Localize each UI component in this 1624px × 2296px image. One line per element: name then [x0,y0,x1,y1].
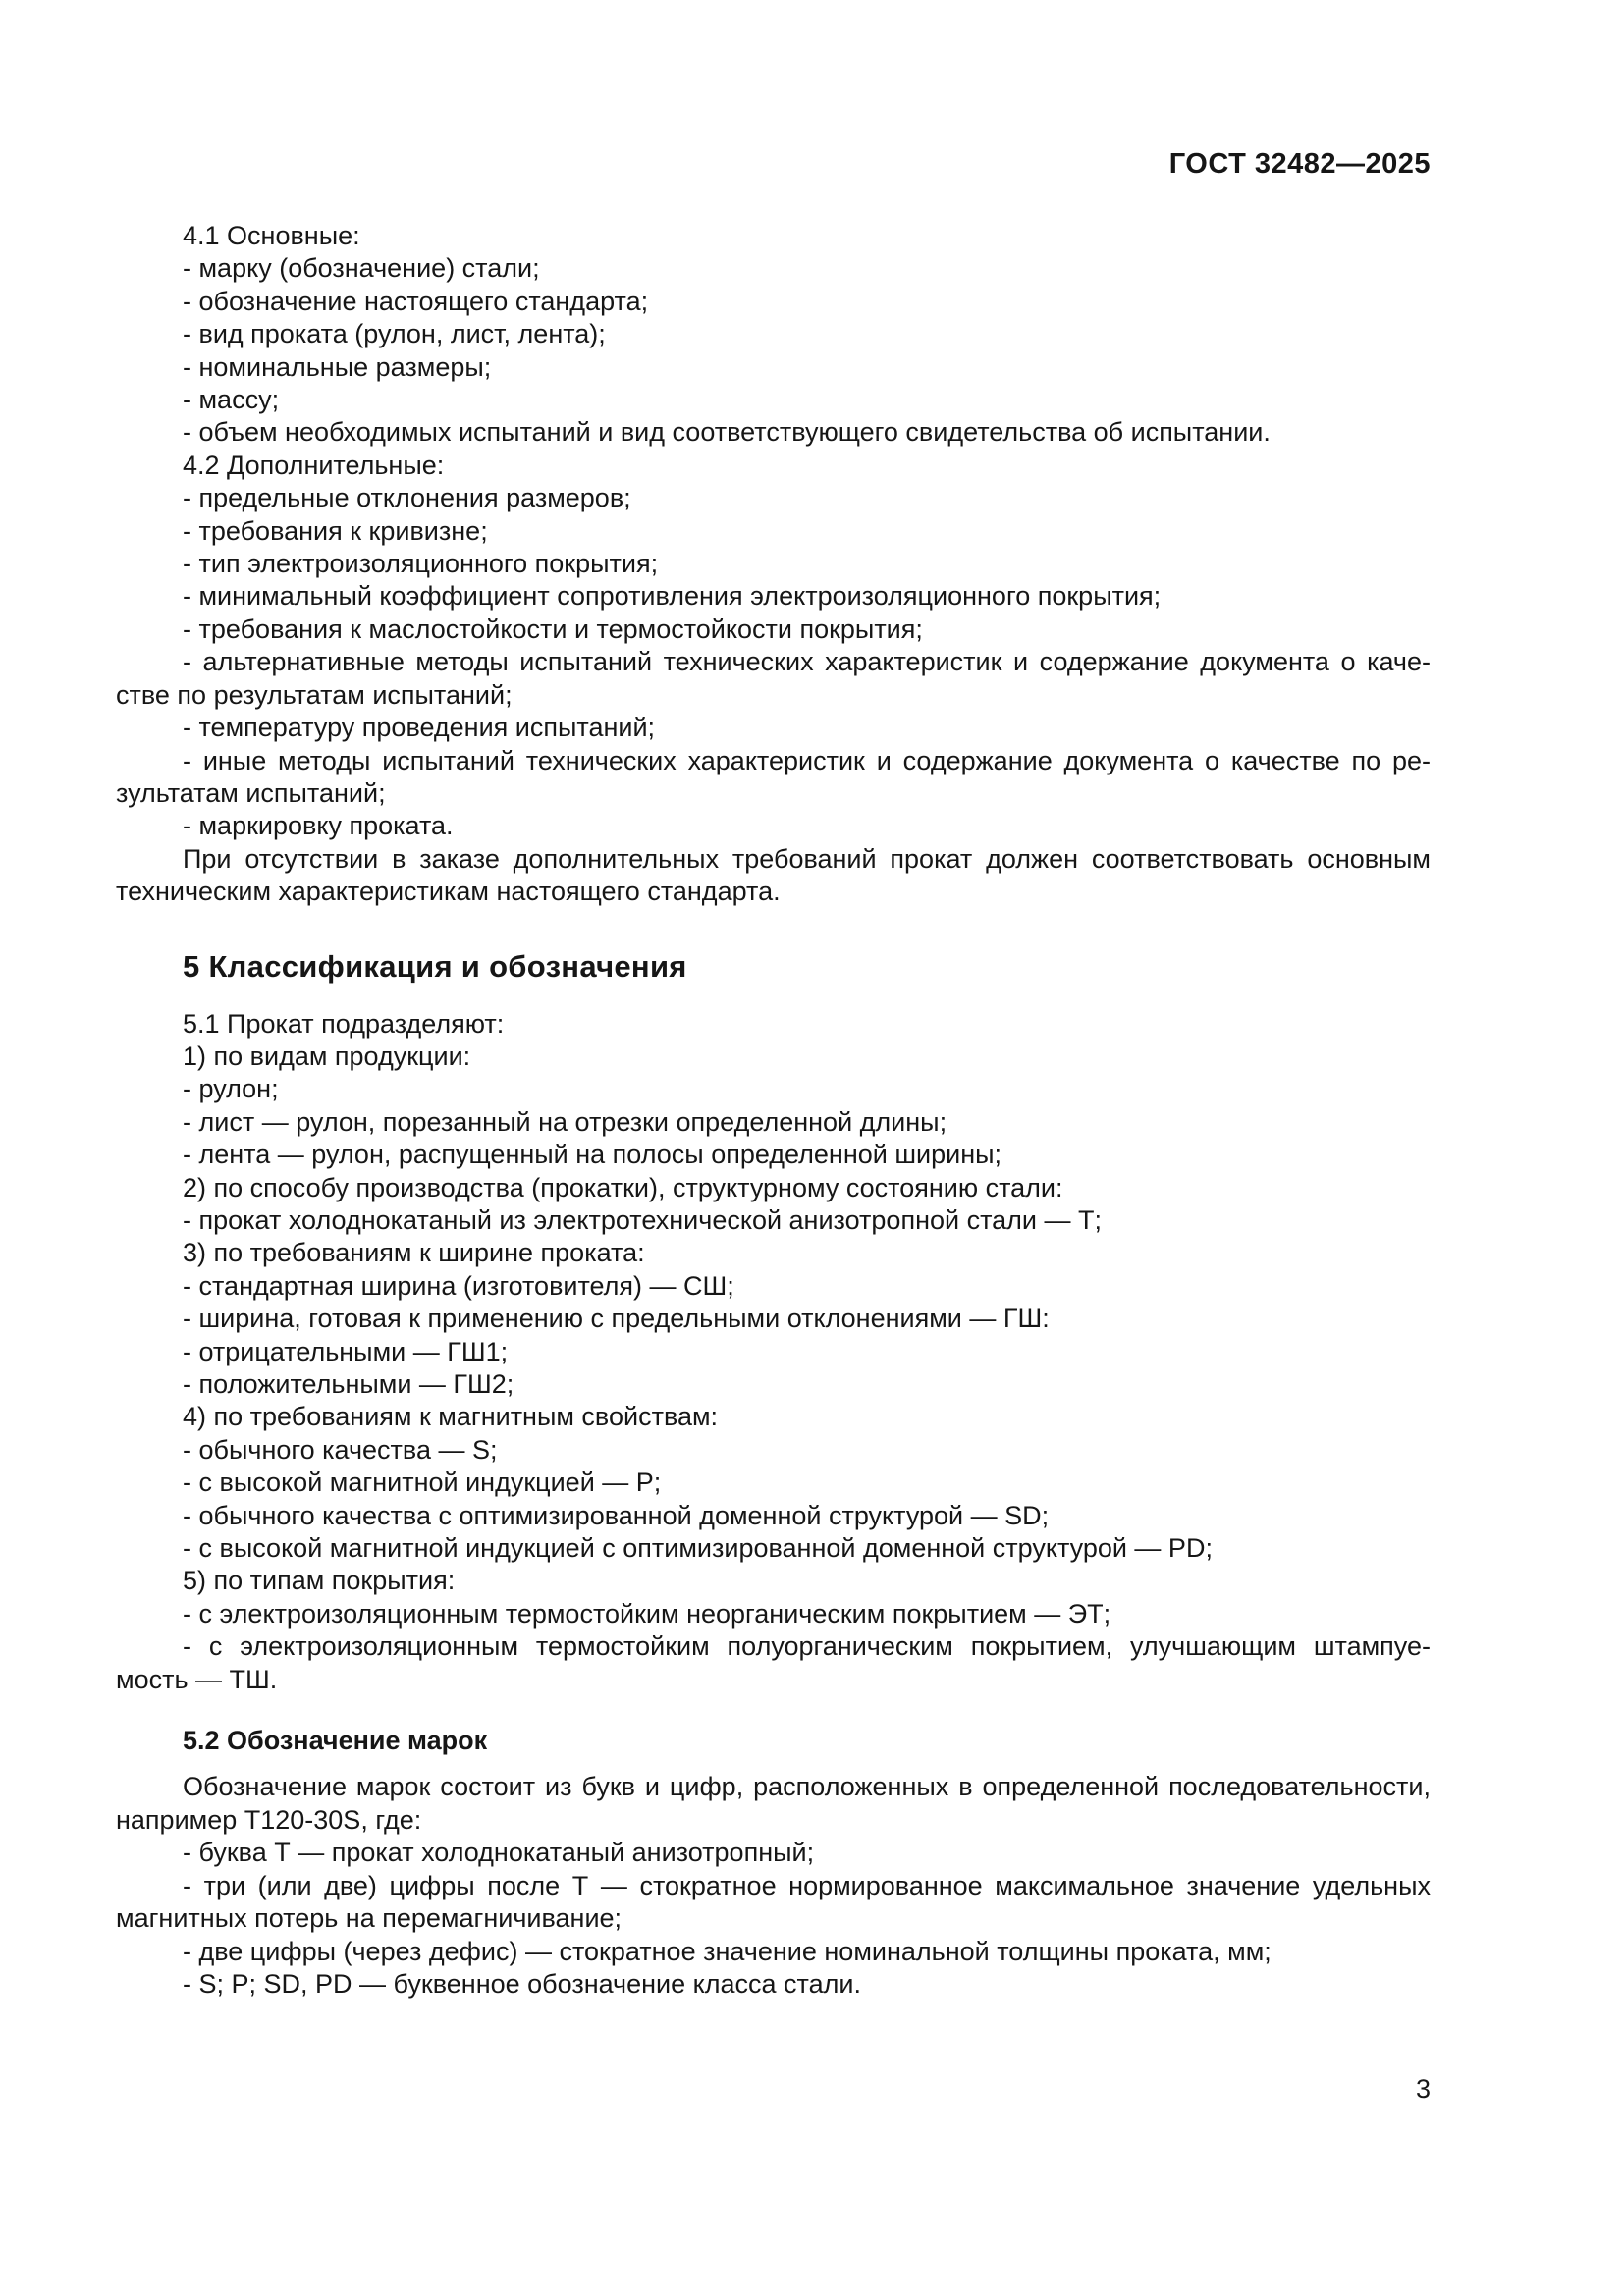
document-body [116,220,1431,2001]
text-line: - S; P; SD, PD — буквенное обозначение класса стали. [183,1968,861,1999]
text-line: 5) по типам покрытия: [183,1566,456,1596]
text-line: зультатам испытаний; [116,777,386,808]
text-line: - две цифры (через дефис) — стократное значение номинальной толщины проката, мм; [183,1936,1272,1966]
text-line: - альтернативные методы испытаний технических характеристик и содержание документа о каче- [183,647,1431,677]
text-line: техническим характеристикам настоящего стандарта. [116,877,781,907]
text-line: - отрицательными — ГШ1; [183,1336,509,1366]
text-line: - положительными — ГШ2; [183,1369,514,1399]
text-line: 4.1 Основные: [183,221,360,250]
text-line: - ширина, готовая к применению с предельными отклонениями — ГШ: [183,1304,1050,1334]
text-line: - стандартная ширина (изготовителя) — СШ; [183,1270,734,1301]
text-line: - вид проката (рулон, лист, лента); [183,319,606,349]
text-line: - с высокой магнитной индукцией с оптимизированной доменной структурой — PD; [183,1533,1213,1564]
text-line: - буква Т — прокат холоднокатаный анизотропный; [183,1838,815,1868]
text-line: - с электроизоляционным термостойким полуорганическим покрытием, улучшающим штампуе- [183,1631,1431,1662]
text-line: стве по результатам испытаний; [116,679,513,710]
text-line: - минимальный коэффициент сопротивления электроизоляционного покрытия; [183,581,1162,612]
text-line: - объем необходимых испытаний и вид соответствующего свидетельства об испытании. [183,417,1271,448]
text-line: 4) по требованиям к магнитным свойствам: [183,1402,719,1432]
text-line: - рулон; [183,1074,279,1104]
text-line: - лист — рулон, порезанный на отрезки определенной длины; [183,1106,947,1137]
text-line: - тип электроизоляционного покрытия; [183,549,659,579]
text-line: Обозначение марок состоит из букв и цифр, расположенных в определенной последовательности, [183,1772,1431,1802]
subsection-heading: 5.2 Обозначение марок [183,1726,488,1756]
text-line: - требования к маслостойкости и термостойкости покрытия; [183,614,923,644]
text-line: - массу; [183,385,280,415]
text-line: 2) по способу производства (прокатки), структурному состоянию стали: [183,1172,1063,1202]
text-line: - с высокой магнитной индукцией — P; [183,1468,662,1498]
text-line: мость — ТШ. [116,1664,278,1694]
standard-code-header: ГОСТ 32482—2025 [1168,148,1431,180]
text-line: магнитных потерь на перемагничивание; [116,1903,623,1934]
text-line: - марку (обозначение) стали; [183,253,540,284]
text-line: - маркировку проката. [183,811,454,841]
text-line: например Т120-30S, где: [116,1804,422,1835]
text-line: - обозначение настоящего стандарта; [183,286,649,316]
page-number: 3 [1415,2074,1431,2104]
text-line: - предельные отклонения размеров; [183,483,631,513]
text-line: - с электроизоляционным термостойким неорганическим покрытием — ЭТ; [183,1598,1111,1629]
text-line: - температуру проведения испытаний; [183,713,656,743]
text-line: 5.1 Прокат подразделяют: [183,1008,505,1039]
text-line: - иные методы испытаний технических характеристик и содержание документа о качестве по ре- [183,745,1431,775]
text-line: - номинальные размеры; [183,351,492,382]
text-line: - три (или две) цифры после Т — стократное нормированное максимальное значение удельных [183,1870,1431,1900]
text-line: 1) по видам продукции: [183,1041,471,1071]
text-line: При отсутствии в заказе дополнительных требований прокат должен соответствовать основным [183,843,1431,874]
text-line: - прокат холоднокатаный из электротехнической анизотропной стали — Т; [183,1204,1102,1235]
text-line: - обычного качества — S; [183,1434,498,1465]
text-line: - требования к кривизне; [183,515,488,546]
text-line: 4.2 Дополнительные: [183,450,445,480]
section-heading: 5 Классификация и обозначения [183,948,687,984]
text-line: - лента — рулон, распущенный на полосы определенной ширины; [183,1140,1002,1170]
text-line: 3) по требованиям к ширине проката: [183,1238,645,1268]
text-line: - обычного качества с оптимизированной доменной структурой — SD; [183,1500,1050,1530]
